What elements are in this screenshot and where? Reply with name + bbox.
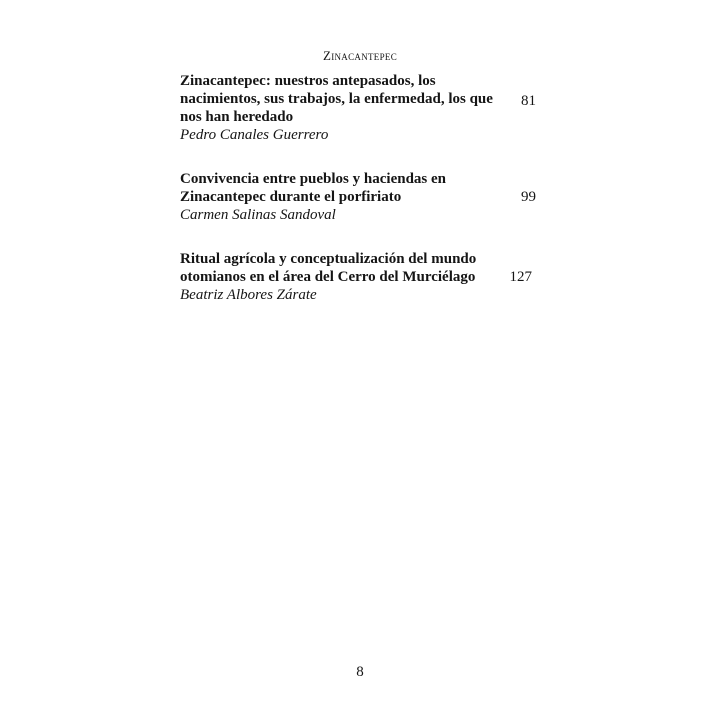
entry-title: Zinacantepec: nuestros antepasados, los nacimientos, sus trabajos, la enfermedad, los que nos han heredado <box>180 73 493 125</box>
table-of-contents <box>180 72 536 304</box>
entry-author: Beatriz Albores Zárate <box>180 287 317 303</box>
page-number: 8 <box>356 664 364 680</box>
entry-page-number: 127 <box>509 269 532 285</box>
entry-page-number: 81 <box>521 93 536 109</box>
entry-author: Pedro Canales Guerrero <box>180 127 329 143</box>
entry-title: Convivencia entre pueblos y haciendas en Zinacantepec durante el porfiriato <box>180 171 446 205</box>
toc-entry <box>180 170 536 224</box>
entry-page-number: 99 <box>521 189 536 205</box>
entry-author: Carmen Salinas Sandoval <box>180 207 336 223</box>
entry-title: Ritual agrícola y conceptualización del mundo otomianos en el área del Cerro del Murciélago <box>180 251 477 285</box>
running-head: Zinacantepec <box>322 48 398 63</box>
toc-entry <box>180 72 536 144</box>
toc-entry <box>180 250 536 304</box>
